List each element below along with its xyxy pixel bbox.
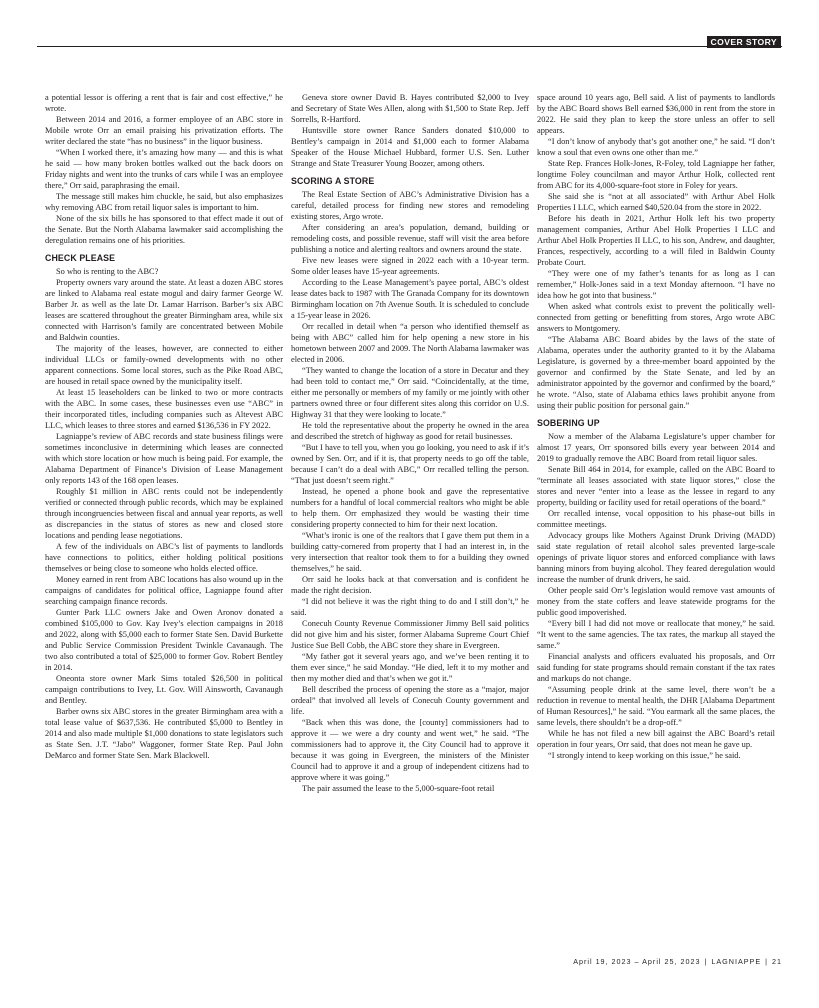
- article-paragraph: Advocacy groups like Mothers Against Drunk Driving (MADD) said state regulation of retail alcohol sales prevented large-scale openings of private liquor stores and enforced compliance with laws banning minors from buying alcohol. They feared deregulation would increase the number of drunk drivers, he said.: [537, 531, 775, 584]
- article-paragraph: The majority of the leases, however, are connected to either individual LLCs or family-owned developments with no other apparent connections. Some local stores, such as the Pike Road ABC, are housed in retail space owned by the municipality itself.: [45, 344, 283, 386]
- article-paragraph: He told the representative about the property he owned in the area and described the stretch of highway as good for retail businesses.: [291, 421, 529, 441]
- article-paragraph: “What’s ironic is one of the realtors that I gave them put them in a building catty-cornered from property that I had an interest in, in the very intersection that realtor took them to for a building they owned themselves,” he said.: [291, 531, 529, 573]
- section-heading: SOBERING UP: [537, 418, 600, 428]
- article-paragraph: At least 15 leaseholders can be linked to two or more contracts with the ABC. In some cases, these businesses even use “ABC” in their incorporated titles, including companies such as Altevest ABC LLC, which leases to three stores and earned $136,536 in FY 2022.: [45, 388, 283, 430]
- article-paragraph: Geneva store owner David B. Hayes contributed $2,000 to Ivey and Secretary of State Wes Allen, along with $1,500 to State Rep. Jeff Sorrells, R-Hartford.: [291, 93, 529, 124]
- section-tag: COVER STORY: [707, 36, 781, 48]
- article-paragraph: Bell described the process of opening the store as a “major, major ordeal” that involved all levels of Conecuh County government and life.: [291, 685, 529, 716]
- article-paragraph: Gunter Park LLC owners Jake and Owen Aronov donated a combined $105,000 to Gov. Kay Ivey’s election campaigns in 2018 and 2022, along with $5,000 each to former State Sen. David Burkette and Public Service Commission President Twinkle Cavanaugh. The two also contributed a total of $25,000 to former Gov. Robert Bentley in 2014.: [45, 608, 283, 672]
- article-column-1: [45, 92, 283, 761]
- article-paragraph: “Back when this was done, the [county] commissioners had to approve it — we were a dry county and went wet,” he said. “The commissioners had to approve it, the City Council had to approve it because it was going in Evergreen, the ministers of the Minister Council had to approve it and a group of independent citizens had to approve where it was going.”: [291, 718, 529, 782]
- article-paragraph: Financial analysts and officers evaluated his proposals, and Orr said funding for state programs should remain constant if the tax rates and markups do not change.: [537, 652, 775, 683]
- article-paragraph: Conecuh County Revenue Commissioner Jimmy Bell said politics did not give him and his sister, former Alabama Supreme Court Chief Justice Sue Bell Cobb, the ABC store they share in Evergreen.: [291, 619, 529, 650]
- article-paragraph: Lagniappe’s review of ABC records and state business filings were sometimes inconclusive in determining which leases are connected with which store location or how much is being paid. For example, the Alabama Department of Finance’s Division of Lease Management only reports 143 of the 168 open leases.: [45, 432, 283, 485]
- page-number: 21: [772, 957, 782, 966]
- section-heading: CHECK PLEASE: [45, 253, 116, 263]
- article-column-2: [291, 92, 529, 794]
- article-paragraph: “The Alabama ABC Board abides by the laws of the state of Alabama, operates under the authority granted to it by the Alabama Legislature, is governed by a three-member board appointed by the governor and confirmed by the State Senate, and led by an administrator appointed by the governor and confirmed by the board,” he wrote. “Also, state of Alabama ethics laws prohibit anyone from using their public position for personal gain.”: [537, 335, 775, 410]
- article-paragraph: Huntsville store owner Rance Sanders donated $10,000 to Bentley’s campaign in 2014 and $1,000 each to former Alabama Speaker of the House Michael Hubbard, former U.S. Sen. Luther Strange and State Treasurer Young Boozer, among others.: [291, 126, 529, 168]
- article-paragraph: State Rep. Frances Holk-Jones, R-Foley, told Lagniappe her father, longtime Foley councilman and mayor Arthur Holk, collected rent from ABC for its 4,000-square-foot store in Foley for years.: [537, 159, 775, 190]
- publication-name: LAGNIAPPE: [711, 957, 762, 966]
- article-paragraph: According to the Lease Management’s payee portal, ABC’s oldest lease dates back to 1987 with The Granada Company for its downtown Birmingham location on 7th Avenue South. It is scheduled to conclude a 15-year lease in 2026.: [291, 278, 529, 320]
- article-paragraph: Orr said he looks back at that conversation and is confident he made the right decision.: [291, 575, 529, 595]
- article-paragraph: She said she is “not at all associated” with Arthur Abel Holk Properties I LLC, which earned $40,520.04 from the store in 2022.: [537, 192, 775, 212]
- article-paragraph: While he has not filed a new bill against the ABC Board’s retail operation in four years, Orr said, that does not mean he gave up.: [537, 729, 775, 749]
- article-paragraph: “I did not believe it was the right thing to do and I still don’t,” he said.: [291, 597, 529, 617]
- article-paragraph: A few of the individuals on ABC’s list of payments to landlords have connections to politics, either holding political positions themselves or being close to someone who holds elected office.: [45, 542, 283, 573]
- section-heading: SCORING A STORE: [291, 176, 375, 186]
- article-paragraph: Now a member of the Alabama Legislature’s upper chamber for almost 17 years, Orr sponsored bills every year between 2014 and 2019 to gradually remove the ABC Board from retail liquor sales.: [537, 432, 775, 463]
- article-paragraph: After considering an area’s population, demand, building or remodeling costs, and possible revenue, staff will visit the area before publishing a notice and alerting realtors and owners around the state.: [291, 223, 529, 254]
- article-paragraph: Money earned in rent from ABC locations has also wound up in the campaigns of candidates for political office, Lagniappe found after searching campaign finance records.: [45, 575, 283, 606]
- article-paragraph: Property owners vary around the state. At least a dozen ABC stores are linked to Alabama real estate mogul and dairy farmer George W. Barber Jr. as well as the late Dr. Lamar Harrison. Barber’s six ABC leases are scattered throughout the greater Birmingham area, while six connected with Harrison’s family are concentrated between Mobile and Baldwin counties.: [45, 278, 283, 342]
- article-paragraph: So who is renting to the ABC?: [56, 267, 159, 276]
- article-paragraph: Roughly $1 million in ABC rents could not be independently verified or connected through public records, which may be explained through incongruencies between fiscal and annual year reports, as well as discrepancies in the status of stores as new and closed store locations and pending lease negotiations.: [45, 487, 283, 540]
- article-paragraph: When asked what controls exist to prevent the politically well-connected from getting or benefitting from stores, Argo wrote ABC answers to Montgomery.: [537, 302, 775, 333]
- issue-dates: April 19, 2023 – April 25, 2023: [573, 957, 701, 966]
- article-paragraph: The pair assumed the lease to the 5,000-square-foot retail: [302, 784, 495, 793]
- article-paragraph: Orr recalled in detail when “a person who identified themself as being with ABC” called him for help opening a new store in his hometown between 2007 and 2009. The North Alabama lawmaker was elected in 2006.: [291, 322, 530, 364]
- article-paragraph: Before his death in 2021, Arthur Holk left his two property management companies, Arthur Abel Holk Properties I LLC and Arthur Abel Holk Properties II LLC, to his son, Andrew, and daughter, Frances, respectively, according to a will filed in Baldwin County Probate Court.: [537, 214, 775, 267]
- article-paragraph: The message still makes him chuckle, he said, but also emphasizes why removing ABC from retail liquor sales is important to him.: [45, 192, 283, 212]
- article-paragraph: “I don’t know of anybody that’s got another one,” he said. “I don’t know a soul that even owns one other than me.”: [537, 137, 775, 157]
- footer-separator: |: [704, 957, 708, 966]
- article-paragraph: Instead, he opened a phone book and gave the representative numbers for a handful of local commercial realtors who might be able to help them. Orr emphasized they would be wasting their time considering property connected to him for their next location.: [291, 487, 529, 529]
- article-paragraph: Five new leases were signed in 2022 each with a 10-year term. Some older leases have 15-year agreements.: [291, 256, 529, 276]
- article-paragraph: Between 2014 and 2016, a former employee of an ABC store in Mobile wrote Orr an email praising his privatization efforts. The writer declared the state “has no business” in the liquor business.: [45, 115, 283, 146]
- article-paragraph: None of the six bills he has sponsored to that effect made it out of the Senate. But the North Alabama lawmaker said accomplishing the deregulation remains one of his priorities.: [45, 214, 283, 245]
- article-column-3: [537, 92, 775, 761]
- article-paragraph: Other people said Orr’s legislation would remove vast amounts of money from the state coffers and leave statewide programs for the public good impoverished.: [537, 586, 775, 617]
- article-paragraph: a potential lessor is offering a rent that is fair and cost effective,” he wrote.: [45, 93, 283, 113]
- header-rule: [37, 46, 782, 47]
- article-paragraph: Oneonta store owner Mark Sims totaled $26,500 in political campaign contributions to Ivey, Lt. Gov. Will Ainsworth, Cavanaugh and Bentley.: [45, 674, 283, 705]
- article-paragraph: “I strongly intend to keep working on this issue,” he said.: [548, 751, 741, 760]
- article-paragraph: The Real Estate Section of ABC’s Administrative Division has a careful, detailed process for finding new stores and remodeling existing stores, Argo wrote.: [291, 190, 529, 221]
- article-paragraph: “They were one of my father’s tenants for as long as I can remember,” Holk-Jones said in a text Monday afternoon. “I have no idea how he got into that business.”: [537, 269, 775, 300]
- article-paragraph: Orr recalled intense, vocal opposition to his phase-out bills in committee meetings.: [537, 509, 775, 529]
- article-paragraph: “They wanted to change the location of a store in Decatur and they had been told to contact me,” Orr said. “Coincidentally, at the time, either me personally or members of my family or me jointly with other partners owned three or four different sites along this corridor on U.S. Highway 31 that they were looking to locate.”: [291, 366, 529, 419]
- page-footer: [573, 957, 782, 966]
- article-paragraph: “My father got it several years ago, and we’ve been renting it to them ever since,” he said Monday. “He died, left it to my mother and then my mother died and that’s when we got it.”: [291, 652, 529, 683]
- article-paragraph: Senate Bill 464 in 2014, for example, called on the ABC Board to “terminate all leases associated with state liquor stores,” close the stores and never “enter into a lease as the lessee in regard to any property, building or facility used for retail operations of the board.”: [537, 465, 775, 507]
- article-paragraph: “When I worked there, it’s amazing how many — and this is what he said — how many broken bottles walked out the back doors on Friday nights and went into the trunks of cars while I was an employee there,” Orr said, paraphrasing the email.: [45, 148, 283, 190]
- article-paragraph: “Assuming people drink at the same level, there won’t be a reduction in revenue to mental health, the DHR [Alabama Department of Human Resources],” he said. “You earmark all the same places, the same levels, there shouldn’t be a drop-off.”: [537, 685, 775, 727]
- article-paragraph: Barber owns six ABC stores in the greater Birmingham area with a total lease value of $637,536. He contributed $5,000 to Bentley in 2014 and also made multiple $1,000 donations to state legislators such as State Sen. J.T. “Jabo” Waggoner, former State Rep. Paul John DeMarco and former State Sen. Mark Blackwell.: [45, 707, 283, 760]
- article-paragraph: “But I have to tell you, when you go looking, you need to ask if it’s owned by Sen. Orr, and if it is, that property needs to go off the table, because I can’t do a deal with ABC,” Orr recalled telling the person. “That just doesn’t seem right.”: [291, 443, 529, 485]
- article-paragraph: space around 10 years ago, Bell said. A list of payments to landlords by the ABC Board shows Bell earned $36,000 in rent from the store in 2022. He said they plan to keep the store unless an offer to sell appears.: [537, 93, 775, 135]
- article-paragraph: “Every bill I had did not move or reallocate that money,” he said. “It went to the same agencies. The tax rates, the markup all stayed the same.”: [537, 619, 775, 650]
- footer-separator: |: [765, 957, 768, 966]
